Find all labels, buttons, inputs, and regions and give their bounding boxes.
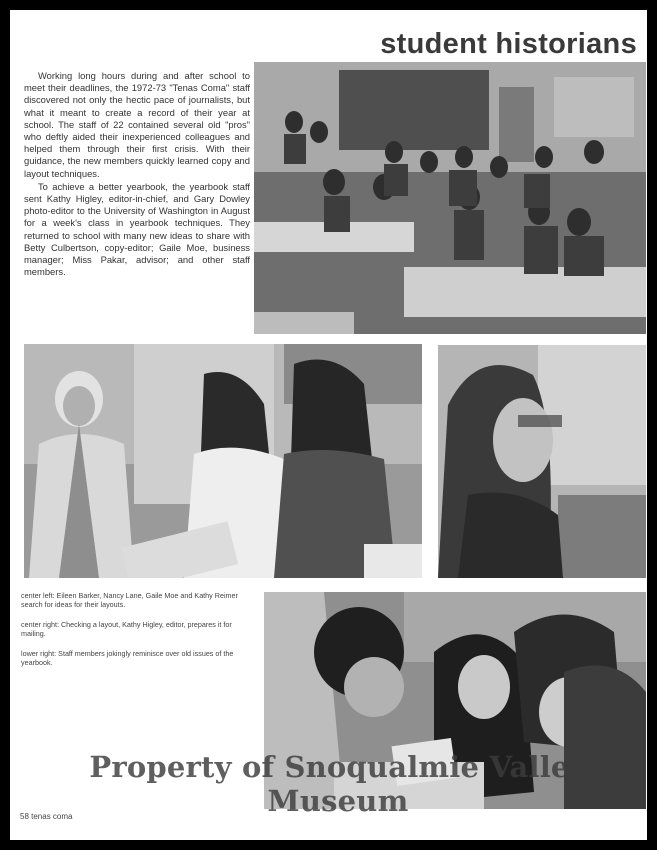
caption-center-right: center right: Checking a layout, Kathy Higley, editor, prepares it for mailing. — [21, 620, 232, 638]
center-left-photo — [24, 344, 422, 578]
caption-lower-right: lower right: Staff members jokingly reminisce over old issues of the yearbook. — [21, 649, 234, 667]
page-folio: 58 tenas coma — [20, 812, 73, 821]
body-copy — [24, 70, 250, 279]
yearbook-page — [10, 10, 647, 840]
museum-watermark: Property of Snoqualmie Valley Museum — [89, 750, 587, 818]
classroom-photo — [254, 62, 646, 334]
center-right-photo — [438, 345, 646, 578]
page-title: student historians — [380, 28, 637, 60]
body-paragraph-1: Working long hours during and after school to meet their deadlines, the 1972-73 "Tenas Coma" staff discovered not only the hectic pace of journalists, but what it meant to create a record of their year at school. The staff of 22 contained several old "pros" who deftly aided their inexperienced colleagues and helped them through their first crisis. With their guidance, the new members quickly learned copy and layout techniques. — [24, 70, 250, 179]
body-paragraph-2: To achieve a better yearbook, the yearbook staff sent Kathy Higley, editor-in-chief, and Gary Dowley photo-editor to the University of Washington in August for a week's class in yearbook techniques. They returned to school with many new ideas to share with Betty Culbertson, copy-editor; Gaile Moe, business manager; Miss Pakar, advisor; and other staff members. — [24, 180, 250, 278]
caption-center-left: center left: Eileen Barker, Nancy Lane, Gaile Moe and Kathy Reimer search for ideas for their layouts. — [21, 591, 238, 609]
